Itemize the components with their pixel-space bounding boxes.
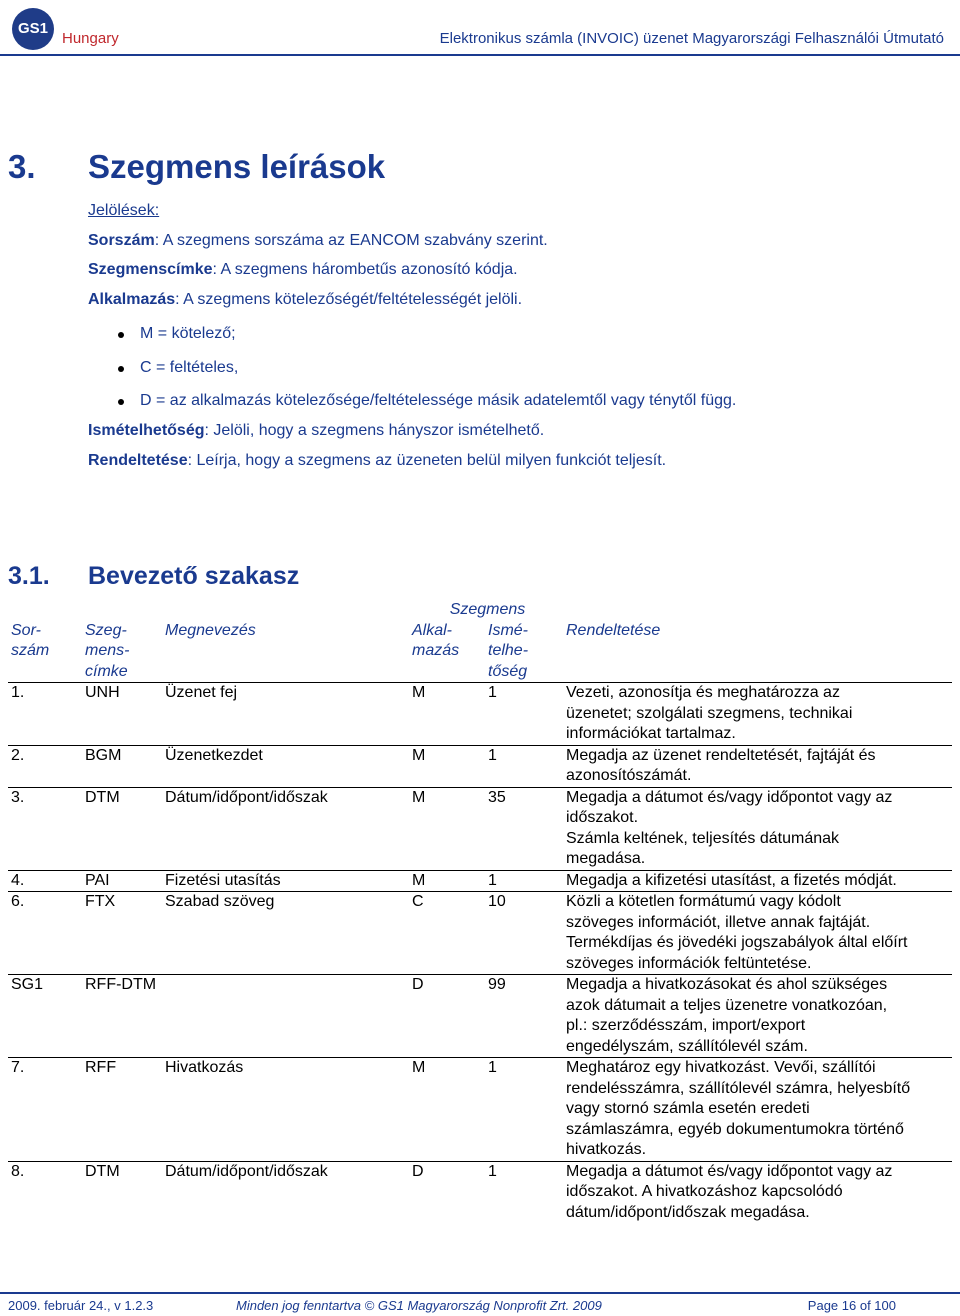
subsection-title: Bevezető szakasz <box>88 562 300 590</box>
table-cell: D <box>409 1161 485 1223</box>
legend-term: Rendeltetése <box>88 452 188 469</box>
legend-text: : A szegmens hárombetűs azonosító kódja. <box>212 261 518 278</box>
table-cell: 1 <box>485 1058 563 1162</box>
legend-term: Szegmenscímke <box>88 261 213 278</box>
table-cell: M <box>409 870 485 892</box>
table-cell: FTX <box>82 892 162 975</box>
table-cell: M <box>409 787 485 870</box>
table-cell: Megadja a hivatkozásokat és ahol szükséges azok dátumait a teljes üzenetre vonatkozóan, pl.: szerződésszám, import/export engedélyszám, szállítólevél szám. <box>563 975 952 1058</box>
table-cell: 7. <box>8 1058 82 1162</box>
bullet-dot <box>118 366 124 372</box>
legend-heading: Jelölések: <box>88 202 160 219</box>
table-cell: 4. <box>8 870 82 892</box>
legend-text: : A szegmens kötelezőségét/feltételességét jelöli. <box>175 291 523 308</box>
column-header: Ismé- telhe- tőség <box>485 621 563 683</box>
table-cell: RFF-DTM <box>82 975 162 1058</box>
table-cell: 3. <box>8 787 82 870</box>
table-cell: 99 <box>485 975 563 1058</box>
bullet-item: D = az alkalmazás kötelezősége/feltételessége másik adatelemtől vagy ténytől függ. <box>140 392 737 409</box>
footer-divider <box>0 1292 960 1294</box>
column-header: Alkal- mazás <box>409 621 485 683</box>
segment-table <box>8 600 952 1223</box>
table-cell: Dátum/időpont/időszak <box>162 787 409 870</box>
table-cell: SG1 <box>8 975 82 1058</box>
table-cell: BGM <box>82 745 162 787</box>
table-cell: 1. <box>8 683 82 746</box>
section-number: 3. <box>8 148 36 185</box>
table-cell: DTM <box>82 787 162 870</box>
table-cell: 10 <box>485 892 563 975</box>
column-header: Szeg- mens- címke <box>82 621 162 683</box>
table-cell: Szabad szöveg <box>162 892 409 975</box>
table-cell: UNH <box>82 683 162 746</box>
table-row <box>8 975 952 1058</box>
table-cell: Üzenetkezdet <box>162 745 409 787</box>
section-title: Szegmens leírások <box>88 148 386 185</box>
header-country: Hungary <box>62 30 119 47</box>
legend-item-rendeltetese <box>88 452 666 470</box>
table-cell: Megadja a kifizetési utasítást, a fizetés módját. <box>563 870 952 892</box>
table-row <box>8 787 952 870</box>
column-header: Rendeltetése <box>563 621 952 683</box>
table-cell: Megadja a dátumot és/vagy időpontot vagy az időszakot. A hivatkozáshoz kapcsolódó dátum/időpont/időszak megadása. <box>563 1161 952 1223</box>
table-cell: M <box>409 683 485 746</box>
footer-date: 2009. február 24., v 1.2.3 <box>8 1298 154 1313</box>
legend-item-alkalmazas <box>88 291 522 309</box>
legend-item-szegmenscimke <box>88 261 518 279</box>
table-cell: 1 <box>485 745 563 787</box>
table-cell: 1 <box>485 1161 563 1223</box>
table-cell: 1 <box>485 683 563 746</box>
subsection-number: 3.1. <box>8 562 50 590</box>
header-document-title: Elektronikus számla (INVOIC) üzenet Magyarországi Felhasználói Útmutató <box>439 30 944 47</box>
bullet-dot <box>118 332 124 338</box>
footer-page-number: Page 16 of 100 <box>807 1298 896 1313</box>
table-row <box>8 745 952 787</box>
legend-text: : Leírja, hogy a szegmens az üzeneten belül milyen funkciót teljesít. <box>187 452 667 469</box>
table-cell: M <box>409 745 485 787</box>
legend-term: Alkalmazás <box>88 291 176 308</box>
table-cell: Fizetési utasítás <box>162 870 409 892</box>
table-cell: RFF <box>82 1058 162 1162</box>
bullet-item: M = kötelező; <box>140 325 236 342</box>
legend-text: : A szegmens sorszáma az EANCOM szabvány szerint. <box>154 232 548 249</box>
footer-rights: Minden jog fenntartva © GS1 Magyarország Nonprofit Zrt. 2009 <box>236 1298 602 1313</box>
header-divider <box>0 54 960 56</box>
legend-item-sorszam <box>88 232 548 250</box>
legend-term: Sorszám <box>88 232 155 249</box>
bullet-item: C = feltételes, <box>140 359 239 376</box>
table-cell: 2. <box>8 745 82 787</box>
table-cell: Dátum/időpont/időszak <box>162 1161 409 1223</box>
table-cell: Hivatkozás <box>162 1058 409 1162</box>
table-cell: Közli a kötetlen formátumú vagy kódolt szöveges információt, illetve annak fajtáját. Termékdíjas és jövedéki jogszabályok által előírt szöveges információk feltüntetése. <box>563 892 952 975</box>
table-cell: 8. <box>8 1161 82 1223</box>
table-row <box>8 683 952 746</box>
column-header: Sor- szám <box>8 621 82 683</box>
table-cell: Vezeti, azonosítja és meghatározza az üzenetet; szolgálati szegmens, technikai információkat tartalmaz. <box>563 683 952 746</box>
table-cell: Megadja az üzenet rendeltetését, fajtáját és azonosítószámát. <box>563 745 952 787</box>
table-cell: Meghatároz egy hivatkozást. Vevői, szállítói rendelésszámra, szállítólevél számra, helyesbítő vagy stornó számla esetén eredeti számlaszámra, egyéb dokumentumokra történő hivatkozás. <box>563 1058 952 1162</box>
legend-term: Ismételhetőség <box>88 422 205 439</box>
segment-table-body <box>8 683 952 1224</box>
table-cell: 1 <box>485 870 563 892</box>
column-header: Megnevezés <box>162 621 409 683</box>
table-cell: DTM <box>82 1161 162 1223</box>
bullet-dot <box>118 399 124 405</box>
table-row <box>8 1058 952 1162</box>
legend-item-ismetelhetoseg <box>88 422 544 440</box>
table-cell: C <box>409 892 485 975</box>
table-row <box>8 1161 952 1223</box>
table-cell: D <box>409 975 485 1058</box>
gs1-logo: GS1 <box>12 8 54 50</box>
table-cell <box>162 975 409 1058</box>
legend-text: : Jelöli, hogy a szegmens hányszor ismételhető. <box>204 422 545 439</box>
table-cell: Üzenet fej <box>162 683 409 746</box>
table-cell: 35 <box>485 787 563 870</box>
table-cell: Megadja a dátumot és/vagy időpontot vagy az időszakot. Számla keltének, teljesítés dátumának megadása. <box>563 787 952 870</box>
table-group-header: Szegmens <box>449 601 526 618</box>
table-row <box>8 870 952 892</box>
table-cell: PAI <box>82 870 162 892</box>
table-row <box>8 892 952 975</box>
table-cell: 6. <box>8 892 82 975</box>
table-cell: M <box>409 1058 485 1162</box>
